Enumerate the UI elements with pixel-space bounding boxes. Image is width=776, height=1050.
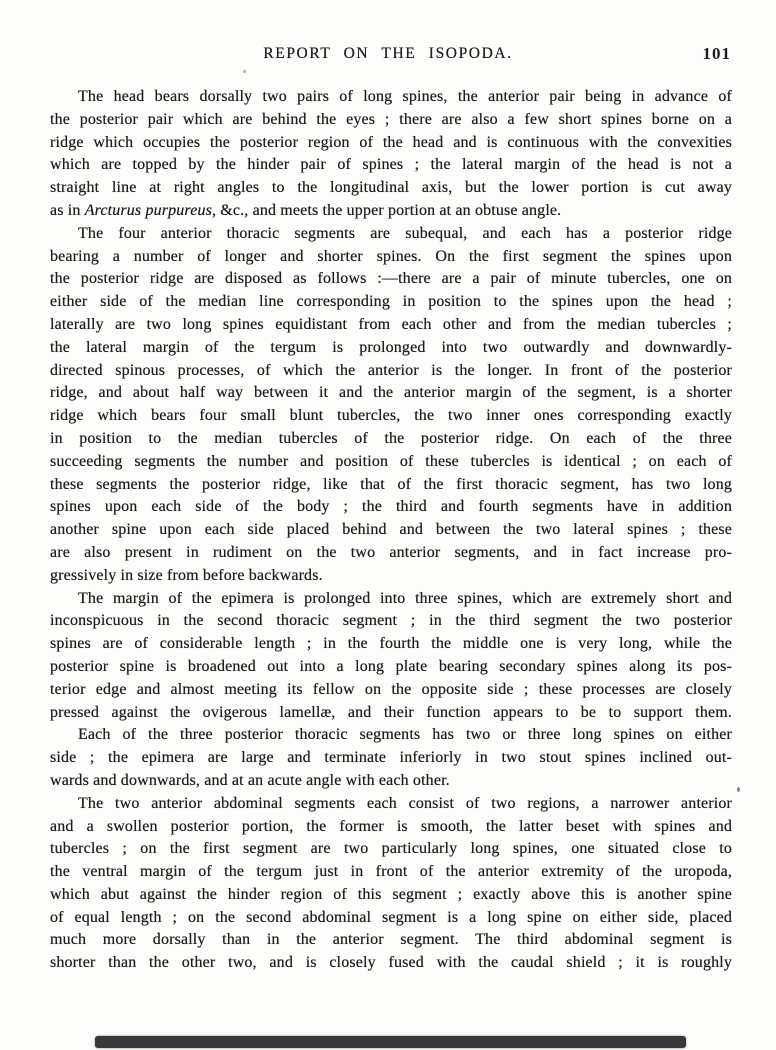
text-line: which abut against the hinder region of this segment ; exactly above this is another spine [50,885,732,903]
paragraph [50,86,732,223]
text-line: inconspicuous in the second thoracic segment ; in the third segment the two posterior [50,612,732,630]
paragraph [50,724,732,792]
text-line: which are topped by the hinder pair of spines ; the lateral margin of the head is not a [50,156,732,174]
text-line: laterally are two long spines equidistant from each other and from the median tubercles ; [50,315,732,333]
text-line: pressed against the ovigerous lamellæ, and their function appears to be to support them. [50,703,732,721]
text-line: The four anterior thoracic segments are subequal, and each has a posterior ridge [78,224,732,242]
text-line: The head bears dorsally two pairs of long spines, the anterior pair being in advance of [78,88,732,105]
text-line: spines are of considerable length ; in the fourth the middle one is very long, while the [50,635,732,653]
text-line: bearing a number of longer and shorter spines. On the first segment the spines upon [50,247,732,265]
text-line: in position to the median tubercles of the posterior ridge. On each of the three [50,429,732,447]
paragraph [50,588,732,725]
page-number: 101 [702,44,731,63]
text-line: wards and downwards, and at an acute angle with each other. [50,771,450,789]
text-line: and a swollen posterior portion, the former is smooth, the latter beset with spines and [50,817,732,835]
running-header [0,45,776,65]
text-line: ridge, and about half way between it and the anterior margin of the segment, is a shorter [50,384,732,402]
text-line: ridge which occupies the posterior region of the head and is continuous with the convexities [50,133,732,151]
text-line: straight line at right angles to the longitudinal axis, but the lower portion is cut away [50,179,732,197]
text-line: shorter than the other two, and is closely fused with the caudal shield ; it is roughly [50,954,732,972]
page-title: REPORT ON THE ISOPODA. [263,45,513,62]
text-line: the posterior pair which are behind the eyes ; there are also a few short spines borne on a [50,110,732,128]
text-line: tubercles ; on the first segment are two particularly long spines, one situated close to [50,840,732,858]
text-line: The two anterior abdominal segments each consist of two regions, a narrower anterior [78,794,732,812]
text-line: much more dorsally than in the anterior segment. The third abdominal segment is [50,931,732,949]
text-line: The margin of the epimera is prolonged into three spines, which are extremely short and [78,589,732,607]
body-text [50,86,732,975]
text-line: another spine upon each side placed behind and between the two lateral spines ; these [50,521,732,539]
text-line: Each of the three posterior thoracic segments has two or three long spines on either [78,726,732,744]
text-line: of equal length ; on the second abdominal segment is a long spine on either side, placed [50,908,732,926]
paragraph [50,793,732,975]
text-line: gressively in size from before backwards. [50,566,323,584]
text-line: spines upon each side of the body ; the third and fourth segments have in addition [50,498,732,516]
text-line: directed spinous processes, of which the anterior is the longer. In front of the posterior [50,361,732,379]
scan-edge-artifact [95,1036,686,1048]
scan-speck [737,787,740,792]
text-line: are also present in rudiment on the two anterior segments, and in fact increase pro- [50,543,732,561]
text-line: as in Arcturus purpureus, &c., and meets the upper portion at an obtuse angle. [50,201,562,219]
text-line: side ; the epimera are large and terminate inferiorly in two stout spines inclined out- [50,749,732,767]
text-line: terior edge and almost meeting its fellow on the opposite side ; these processes are closely [50,680,732,698]
text-line: either side of the median line corresponding in position to the spines upon the head ; [50,293,732,311]
text-line: ridge which bears four small blunt tubercles, the two inner ones corresponding exactly [50,407,732,425]
text-line: succeeding segments the number and position of these tubercles is identical ; on each of [50,452,732,470]
scan-speck [243,70,246,73]
text-line: the lateral margin of the tergum is prolonged into two outwardly and downwardly- [50,338,732,356]
text-line: the posterior ridge are disposed as follows :—there are a pair of minute tubercles, one on [50,270,732,288]
paragraph [50,223,732,588]
text-line: posterior spine is broadened out into a long plate bearing secondary spines along its pos- [50,657,732,675]
text-line: these segments the posterior ridge, like that of the first thoracic segment, has two long [50,475,732,493]
text-line: the ventral margin of the tergum just in front of the anterior extremity of the uropoda, [50,863,732,881]
